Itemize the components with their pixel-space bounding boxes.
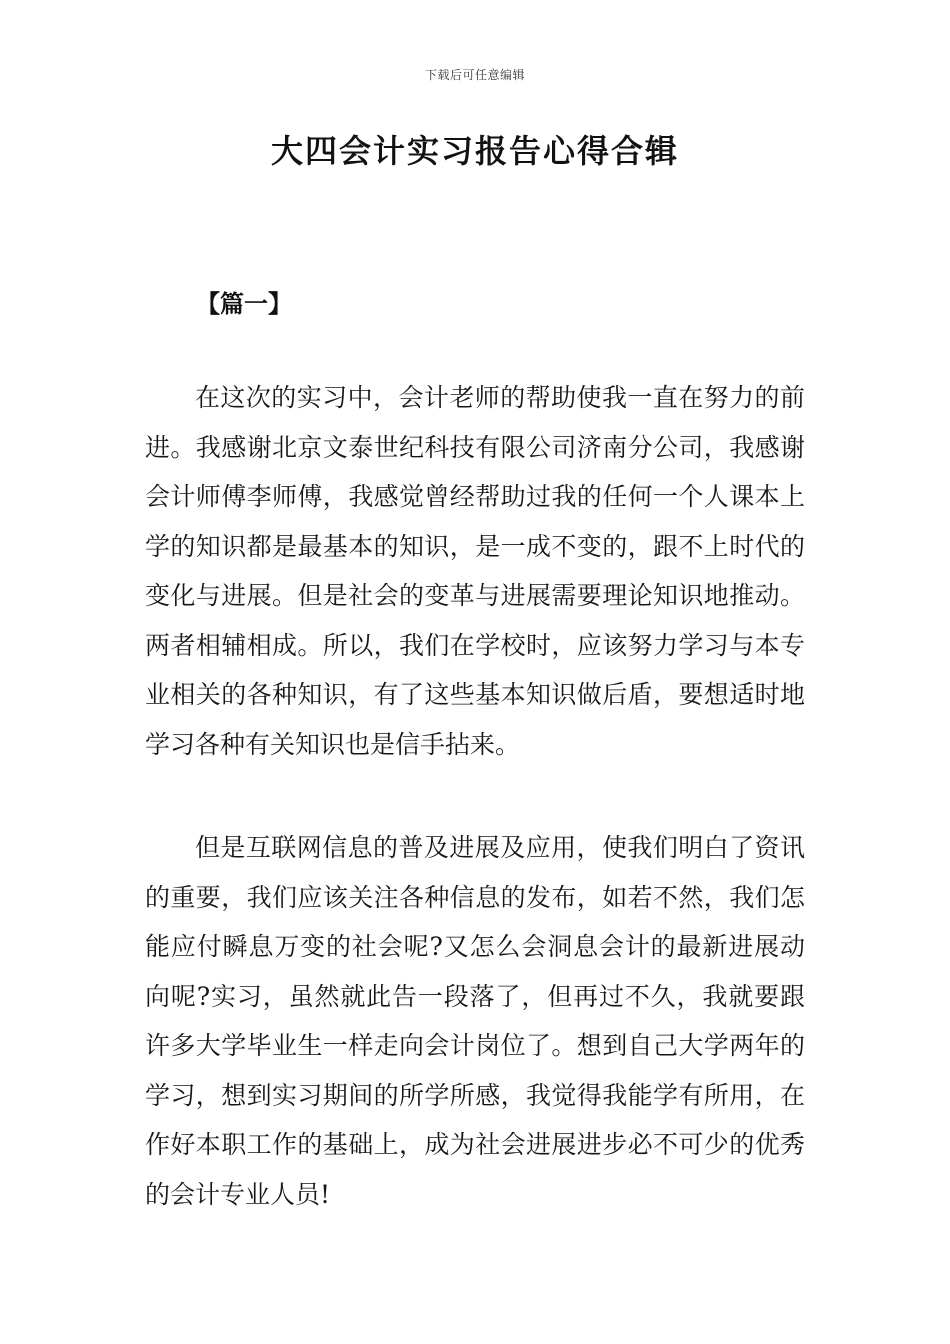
header-note: 下载后可任意编辑 (424, 68, 525, 82)
document-title: 大四会计实习报告心得合辑 (270, 132, 679, 170)
section-label: 【篇一】 (196, 289, 292, 318)
body-paragraph-1: 在这次的实习中，会计老师的帮助使我一直在努力的前进。我感谢北京文泰世纪科技有限公司济南分公司，我感谢会计师傅李师傅，我感觉曾经帮助过我的任何一个人课本上学的知识都是最基本的知识，是一成不变的，跟不上时代的变化与进展。但是社会的变革与进展需要理论知识地推动。两者相辅相成。所以，我们在学校时，应该努力学习与本专业相关的各种知识，有了这些基本知识做后盾，要想适时地学习各种有关知识也是信手拈来。 (145, 383, 805, 759)
body-paragraph-2: 但是互联网信息的普及进展及应用，使我们明白了资讯的重要，我们应该关注各种信息的发布，如若不然，我们怎能应付瞬息万变的社会呢?又怎么会洞息会计的最新进展动向呢?实习，虽然就此告一段落了，但再过不久，我就要跟许多大学毕业生一样走向会计岗位了。想到自己大学两年的学习，想到实习期间的所学所感，我觉得我能学有所用，在作好本职工作的基础上，成为社会进展进步必不可少的优秀的会计专业人员! (145, 833, 805, 1209)
